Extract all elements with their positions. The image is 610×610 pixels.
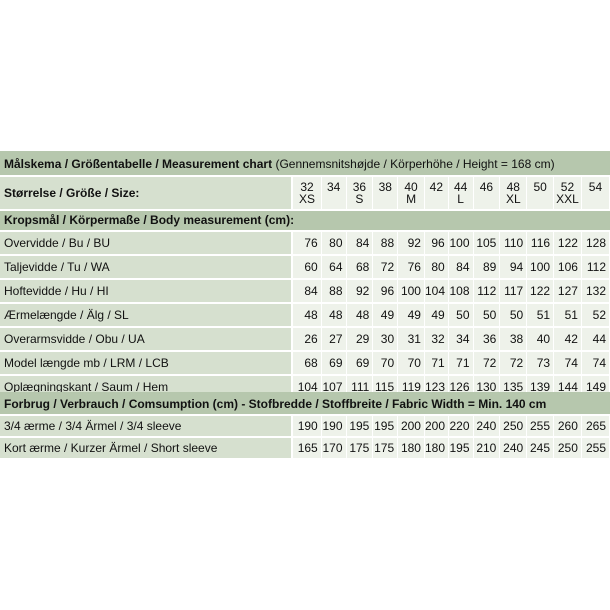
- value-cell: 69: [346, 351, 373, 375]
- value-cell: 112: [473, 279, 500, 303]
- value-cell: 76: [292, 231, 321, 255]
- consumption-title-row: [0, 393, 610, 415]
- value-cell: 42: [554, 327, 582, 351]
- row-label: Overvidde / Bu / BU: [0, 231, 292, 255]
- value-cell: 195: [346, 415, 373, 437]
- value-cell: 200: [398, 415, 425, 437]
- value-cell: 100: [527, 255, 554, 279]
- table-row: [0, 351, 610, 375]
- value-cell: 135: [500, 375, 527, 399]
- value-cell: 210: [473, 437, 500, 459]
- value-cell: 26: [292, 327, 321, 351]
- size-cell: 42: [424, 176, 448, 210]
- value-cell: 80: [321, 231, 346, 255]
- value-cell: 119: [398, 375, 425, 399]
- value-cell: 127: [554, 279, 582, 303]
- value-cell: 84: [346, 231, 373, 255]
- value-cell: 48: [321, 303, 346, 327]
- size-cell: 44 L: [448, 176, 473, 210]
- value-cell: 104: [424, 279, 448, 303]
- value-cell: 60: [292, 255, 321, 279]
- value-cell: 108: [448, 279, 473, 303]
- value-cell: 105: [473, 231, 500, 255]
- value-cell: 88: [321, 279, 346, 303]
- value-cell: 80: [424, 255, 448, 279]
- value-cell: 48: [346, 303, 373, 327]
- size-cell: 50: [527, 176, 554, 210]
- value-cell: 260: [554, 415, 582, 437]
- value-cell: 48: [292, 303, 321, 327]
- value-cell: 255: [527, 415, 554, 437]
- value-cell: 71: [424, 351, 448, 375]
- row-label: Model længde mb / LRM / LCB: [0, 351, 292, 375]
- value-cell: 180: [424, 437, 448, 459]
- table-row: [0, 415, 610, 437]
- value-cell: 73: [527, 351, 554, 375]
- value-cell: 50: [448, 303, 473, 327]
- value-cell: 250: [554, 437, 582, 459]
- value-cell: 240: [500, 437, 527, 459]
- value-cell: 106: [554, 255, 582, 279]
- value-cell: 190: [321, 415, 346, 437]
- value-cell: 70: [398, 351, 425, 375]
- fabric-consumption-table: [0, 392, 610, 460]
- value-cell: 72: [373, 255, 398, 279]
- value-cell: 149: [581, 375, 609, 399]
- table-row: [0, 279, 610, 303]
- value-cell: 38: [500, 327, 527, 351]
- size-cell: 34: [321, 176, 346, 210]
- value-cell: 122: [554, 231, 582, 255]
- value-cell: 245: [527, 437, 554, 459]
- value-cell: 144: [554, 375, 582, 399]
- value-cell: 72: [500, 351, 527, 375]
- value-cell: 126: [448, 375, 473, 399]
- measurement-title-row: [0, 152, 610, 176]
- height-note: (Gennemsnitshøjde / Körperhöhe / Height = 168 cm): [272, 156, 555, 171]
- value-cell: 71: [448, 351, 473, 375]
- body-measurement-header-row: [0, 210, 610, 231]
- value-cell: 100: [448, 231, 473, 255]
- value-cell: 92: [398, 231, 425, 255]
- size-cell: 36 S: [346, 176, 373, 210]
- value-cell: 51: [554, 303, 582, 327]
- value-cell: 27: [321, 327, 346, 351]
- value-cell: 123: [424, 375, 448, 399]
- value-cell: 68: [292, 351, 321, 375]
- size-cell: 54: [581, 176, 609, 210]
- value-cell: 104: [292, 375, 321, 399]
- value-cell: 122: [527, 279, 554, 303]
- value-cell: 92: [346, 279, 373, 303]
- table-row: [0, 327, 610, 351]
- value-cell: 265: [581, 415, 609, 437]
- value-cell: 49: [424, 303, 448, 327]
- value-cell: 64: [321, 255, 346, 279]
- value-cell: 84: [292, 279, 321, 303]
- value-cell: 88: [373, 231, 398, 255]
- value-cell: 70: [373, 351, 398, 375]
- size-cell: 48 XL: [500, 176, 527, 210]
- value-cell: 220: [448, 415, 473, 437]
- value-cell: 74: [581, 351, 609, 375]
- table-row: [0, 303, 610, 327]
- value-cell: 69: [321, 351, 346, 375]
- size-cell: 46: [473, 176, 500, 210]
- value-cell: 116: [527, 231, 554, 255]
- value-cell: 32: [424, 327, 448, 351]
- value-cell: 74: [554, 351, 582, 375]
- size-cell: 38: [373, 176, 398, 210]
- value-cell: 34: [448, 327, 473, 351]
- value-cell: 52: [581, 303, 609, 327]
- value-cell: 96: [424, 231, 448, 255]
- value-cell: 255: [581, 437, 609, 459]
- value-cell: 36: [473, 327, 500, 351]
- value-cell: 49: [373, 303, 398, 327]
- table-row: [0, 231, 610, 255]
- value-cell: 175: [373, 437, 398, 459]
- size-cell: 40 M: [398, 176, 425, 210]
- value-cell: 94: [500, 255, 527, 279]
- consumption-title: Forbrug / Verbrauch / Comsumption (cm) - Stofbredde / Stoffbreite / Fabric Width = Min. 140 cm: [0, 393, 610, 415]
- measurement-title: Målskema / Größentabelle / Measurement chart (Gennemsnitshøjde / Körperhöhe / Height = 168 cm): [0, 152, 610, 176]
- value-cell: 128: [581, 231, 609, 255]
- value-cell: 132: [581, 279, 609, 303]
- value-cell: 170: [321, 437, 346, 459]
- value-cell: 100: [398, 279, 425, 303]
- row-label: Hoftevidde / Hu / HI: [0, 279, 292, 303]
- value-cell: 111: [346, 375, 373, 399]
- row-label: Oplægningskant / Saum / Hem: [0, 375, 292, 399]
- value-cell: 175: [346, 437, 373, 459]
- size-label: Størrelse / Größe / Size:: [0, 176, 292, 210]
- row-label: Overarmsvidde / Obu / UA: [0, 327, 292, 351]
- value-cell: 96: [373, 279, 398, 303]
- value-cell: 165: [292, 437, 321, 459]
- size-cell: 52 XXL: [554, 176, 582, 210]
- value-cell: 195: [448, 437, 473, 459]
- value-cell: 29: [346, 327, 373, 351]
- row-label: Kort ærme / Kurzer Ärmel / Short sleeve: [0, 437, 292, 459]
- value-cell: 190: [292, 415, 321, 437]
- size-cell: 32 XS: [292, 176, 321, 210]
- measurement-chart-table: [0, 151, 610, 400]
- value-cell: 84: [448, 255, 473, 279]
- value-cell: 200: [424, 415, 448, 437]
- value-cell: 44: [581, 327, 609, 351]
- value-cell: 130: [473, 375, 500, 399]
- value-cell: 51: [527, 303, 554, 327]
- value-cell: 49: [398, 303, 425, 327]
- value-cell: 139: [527, 375, 554, 399]
- value-cell: 89: [473, 255, 500, 279]
- value-cell: 40: [527, 327, 554, 351]
- body-measurement-header: Kropsmål / Körpermaße / Body measurement (cm):: [0, 210, 610, 231]
- size-row: [0, 176, 610, 210]
- value-cell: 50: [500, 303, 527, 327]
- value-cell: 240: [473, 415, 500, 437]
- row-label: Taljevidde / Tu / WA: [0, 255, 292, 279]
- value-cell: 31: [398, 327, 425, 351]
- value-cell: 112: [581, 255, 609, 279]
- value-cell: 107: [321, 375, 346, 399]
- value-cell: 50: [473, 303, 500, 327]
- value-cell: 195: [373, 415, 398, 437]
- value-cell: 110: [500, 231, 527, 255]
- row-label: 3/4 ærme / 3/4 Ärmel / 3/4 sleeve: [0, 415, 292, 437]
- row-label: Ærmelængde / Älg / SL: [0, 303, 292, 327]
- value-cell: 30: [373, 327, 398, 351]
- value-cell: 72: [473, 351, 500, 375]
- value-cell: 250: [500, 415, 527, 437]
- table-row: [0, 437, 610, 459]
- value-cell: 117: [500, 279, 527, 303]
- value-cell: 180: [398, 437, 425, 459]
- value-cell: 115: [373, 375, 398, 399]
- value-cell: 76: [398, 255, 425, 279]
- value-cell: 68: [346, 255, 373, 279]
- table-row: [0, 255, 610, 279]
